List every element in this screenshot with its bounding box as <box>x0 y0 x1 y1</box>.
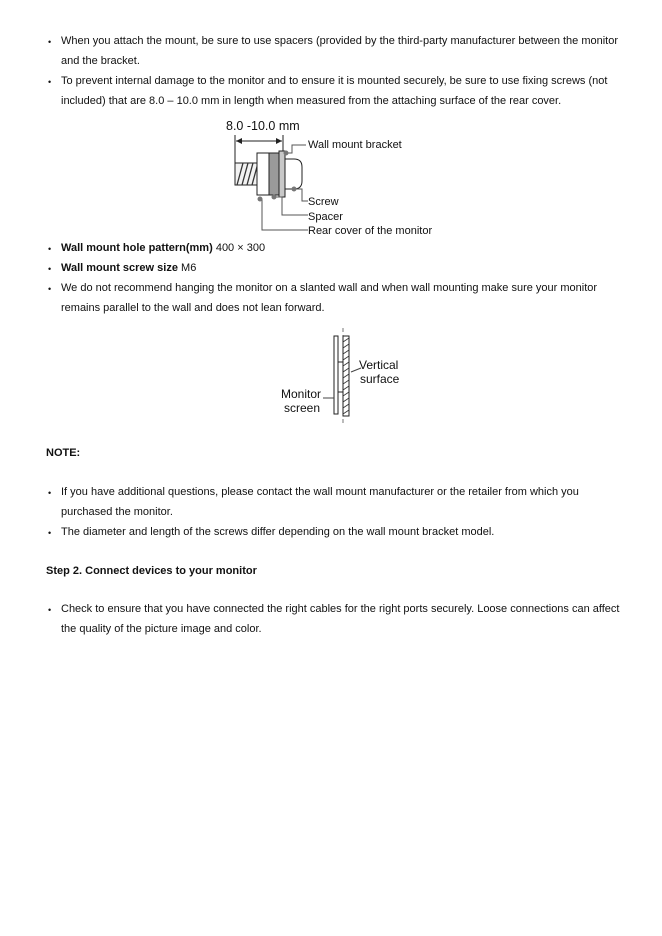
spec-list <box>46 238 626 318</box>
screw-length-label: 8.0 -10.0 mm <box>226 119 300 133</box>
spec-label: Wall mount hole pattern(mm) <box>61 242 213 254</box>
vertical-surface-label-line2: surface <box>360 372 400 386</box>
vertical-surface-label-line1: Vertical <box>359 358 399 372</box>
step2-heading: Step 2. Connect devices to your monitor <box>46 565 257 577</box>
step2-list <box>46 599 626 639</box>
monitor-screen-label-line2: screen <box>284 401 321 415</box>
rear-cover <box>257 153 269 195</box>
bracket <box>279 151 285 197</box>
spacer-label: Spacer <box>308 211 343 223</box>
spec-value: M6 <box>177 262 197 274</box>
mount-instructions-list <box>46 31 626 111</box>
list-item: • We do not recommend hanging the monitor on a slanted wall and when wall mounting make sure your monitor remains parallel to the wall and does not lean forward. <box>46 278 626 318</box>
screw-label: Screw <box>308 196 339 208</box>
screw-diagram <box>222 113 454 239</box>
list-item: • Check to ensure that you have connected the right cables for the right ports securely. Loose connections can affect the quality of the picture image and color. <box>46 599 626 639</box>
list-item: • If you have additional questions, please contact the wall mount manufacturer or the retailer from which you purchased the monitor. <box>46 482 626 522</box>
spec-label: Wall mount screw size <box>61 262 178 274</box>
note-list <box>46 482 626 542</box>
list-item-hole-pattern <box>46 238 626 258</box>
monitor-panel <box>334 336 338 414</box>
wall-diagram <box>271 322 405 430</box>
screw-head <box>285 159 302 189</box>
list-item: • The diameter and length of the screws differ depending on the wall mount bracket model. <box>46 522 626 542</box>
note-heading: NOTE: <box>46 447 81 459</box>
rear-cover-label: Rear cover of the monitor <box>308 225 433 237</box>
list-item: • When you attach the mount, be sure to use spacers (provided by the third-party manufacturer between the monitor and the bracket. <box>46 31 626 71</box>
spacer <box>269 153 279 195</box>
spec-value: 400 × 300 <box>212 242 266 254</box>
list-item: • To prevent internal damage to the monitor and to ensure it is mounted securely, be sure to use fixing screws (not included) that are 8.0 – 10.0 mm in length when measured from the attaching surface of the rear cover. <box>46 71 626 111</box>
monitor-screen-label-line1: Monitor <box>281 387 322 401</box>
list-item-screw-size <box>46 258 626 278</box>
bracket-label: Wall mount bracket <box>308 139 402 151</box>
